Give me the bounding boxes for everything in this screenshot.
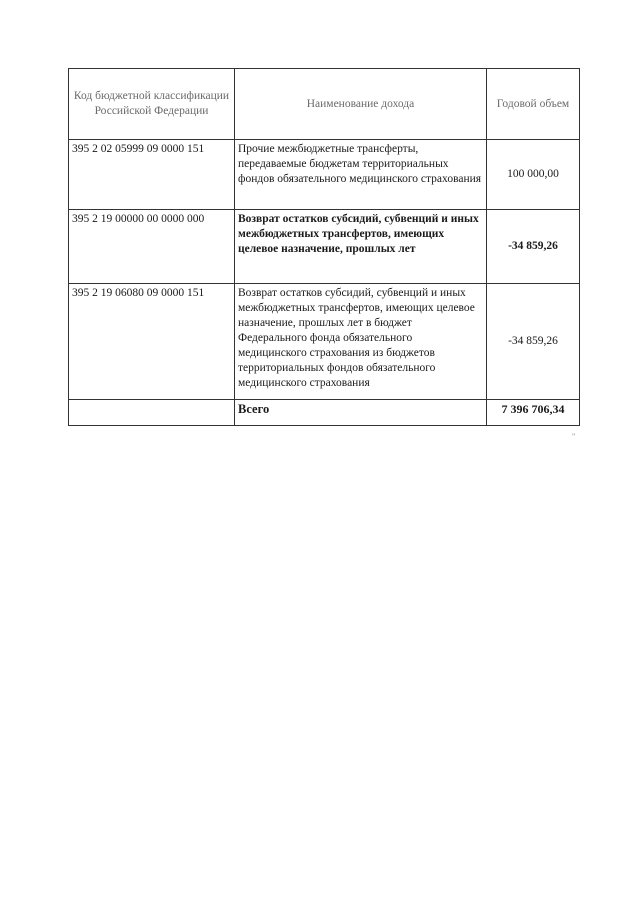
row-code: 395 2 19 06080 09 0000 151 <box>69 284 235 400</box>
table-header-row <box>69 69 580 140</box>
total-row <box>69 400 580 426</box>
closing-quote-mark: " <box>572 432 576 441</box>
row-name: Возврат остатков субсидий, субвенций и иных межбюджетных трансфертов, имеющих целевое назначение, прошлых лет в бюджет Федерального фонда обязательного медицинского страхования из бюджетов территориальных фондов обязательного медицинского страхования <box>235 284 487 400</box>
row-code: 395 2 19 00000 00 0000 000 <box>69 210 235 284</box>
total-label: Всего <box>235 400 487 426</box>
revenue-table-container <box>68 68 579 426</box>
table-row <box>69 140 580 210</box>
row-code: 395 2 02 05999 09 0000 151 <box>69 140 235 210</box>
table-row <box>69 210 580 284</box>
header-budget-code: Код бюджетной классификации Российской Федерации <box>69 69 235 140</box>
row-name: Возврат остатков субсидий, субвенций и иных межбюджетных трансфертов, имеющих целевое назначение, прошлых лет <box>235 210 487 284</box>
row-amount: 100 000,00 <box>487 140 580 210</box>
table-row <box>69 284 580 400</box>
header-annual-volume: Годовой объем <box>487 69 580 140</box>
row-amount: -34 859,26 <box>487 284 580 400</box>
row-amount: -34 859,26 <box>487 210 580 284</box>
header-revenue-name: Наименование дохода <box>235 69 487 140</box>
row-name: Прочие межбюджетные трансферты, передаваемые бюджетам территориальных фондов обязательного медицинского страхования <box>235 140 487 210</box>
revenue-table <box>68 68 580 426</box>
total-code-empty <box>69 400 235 426</box>
total-amount: 7 396 706,34 <box>487 400 580 426</box>
